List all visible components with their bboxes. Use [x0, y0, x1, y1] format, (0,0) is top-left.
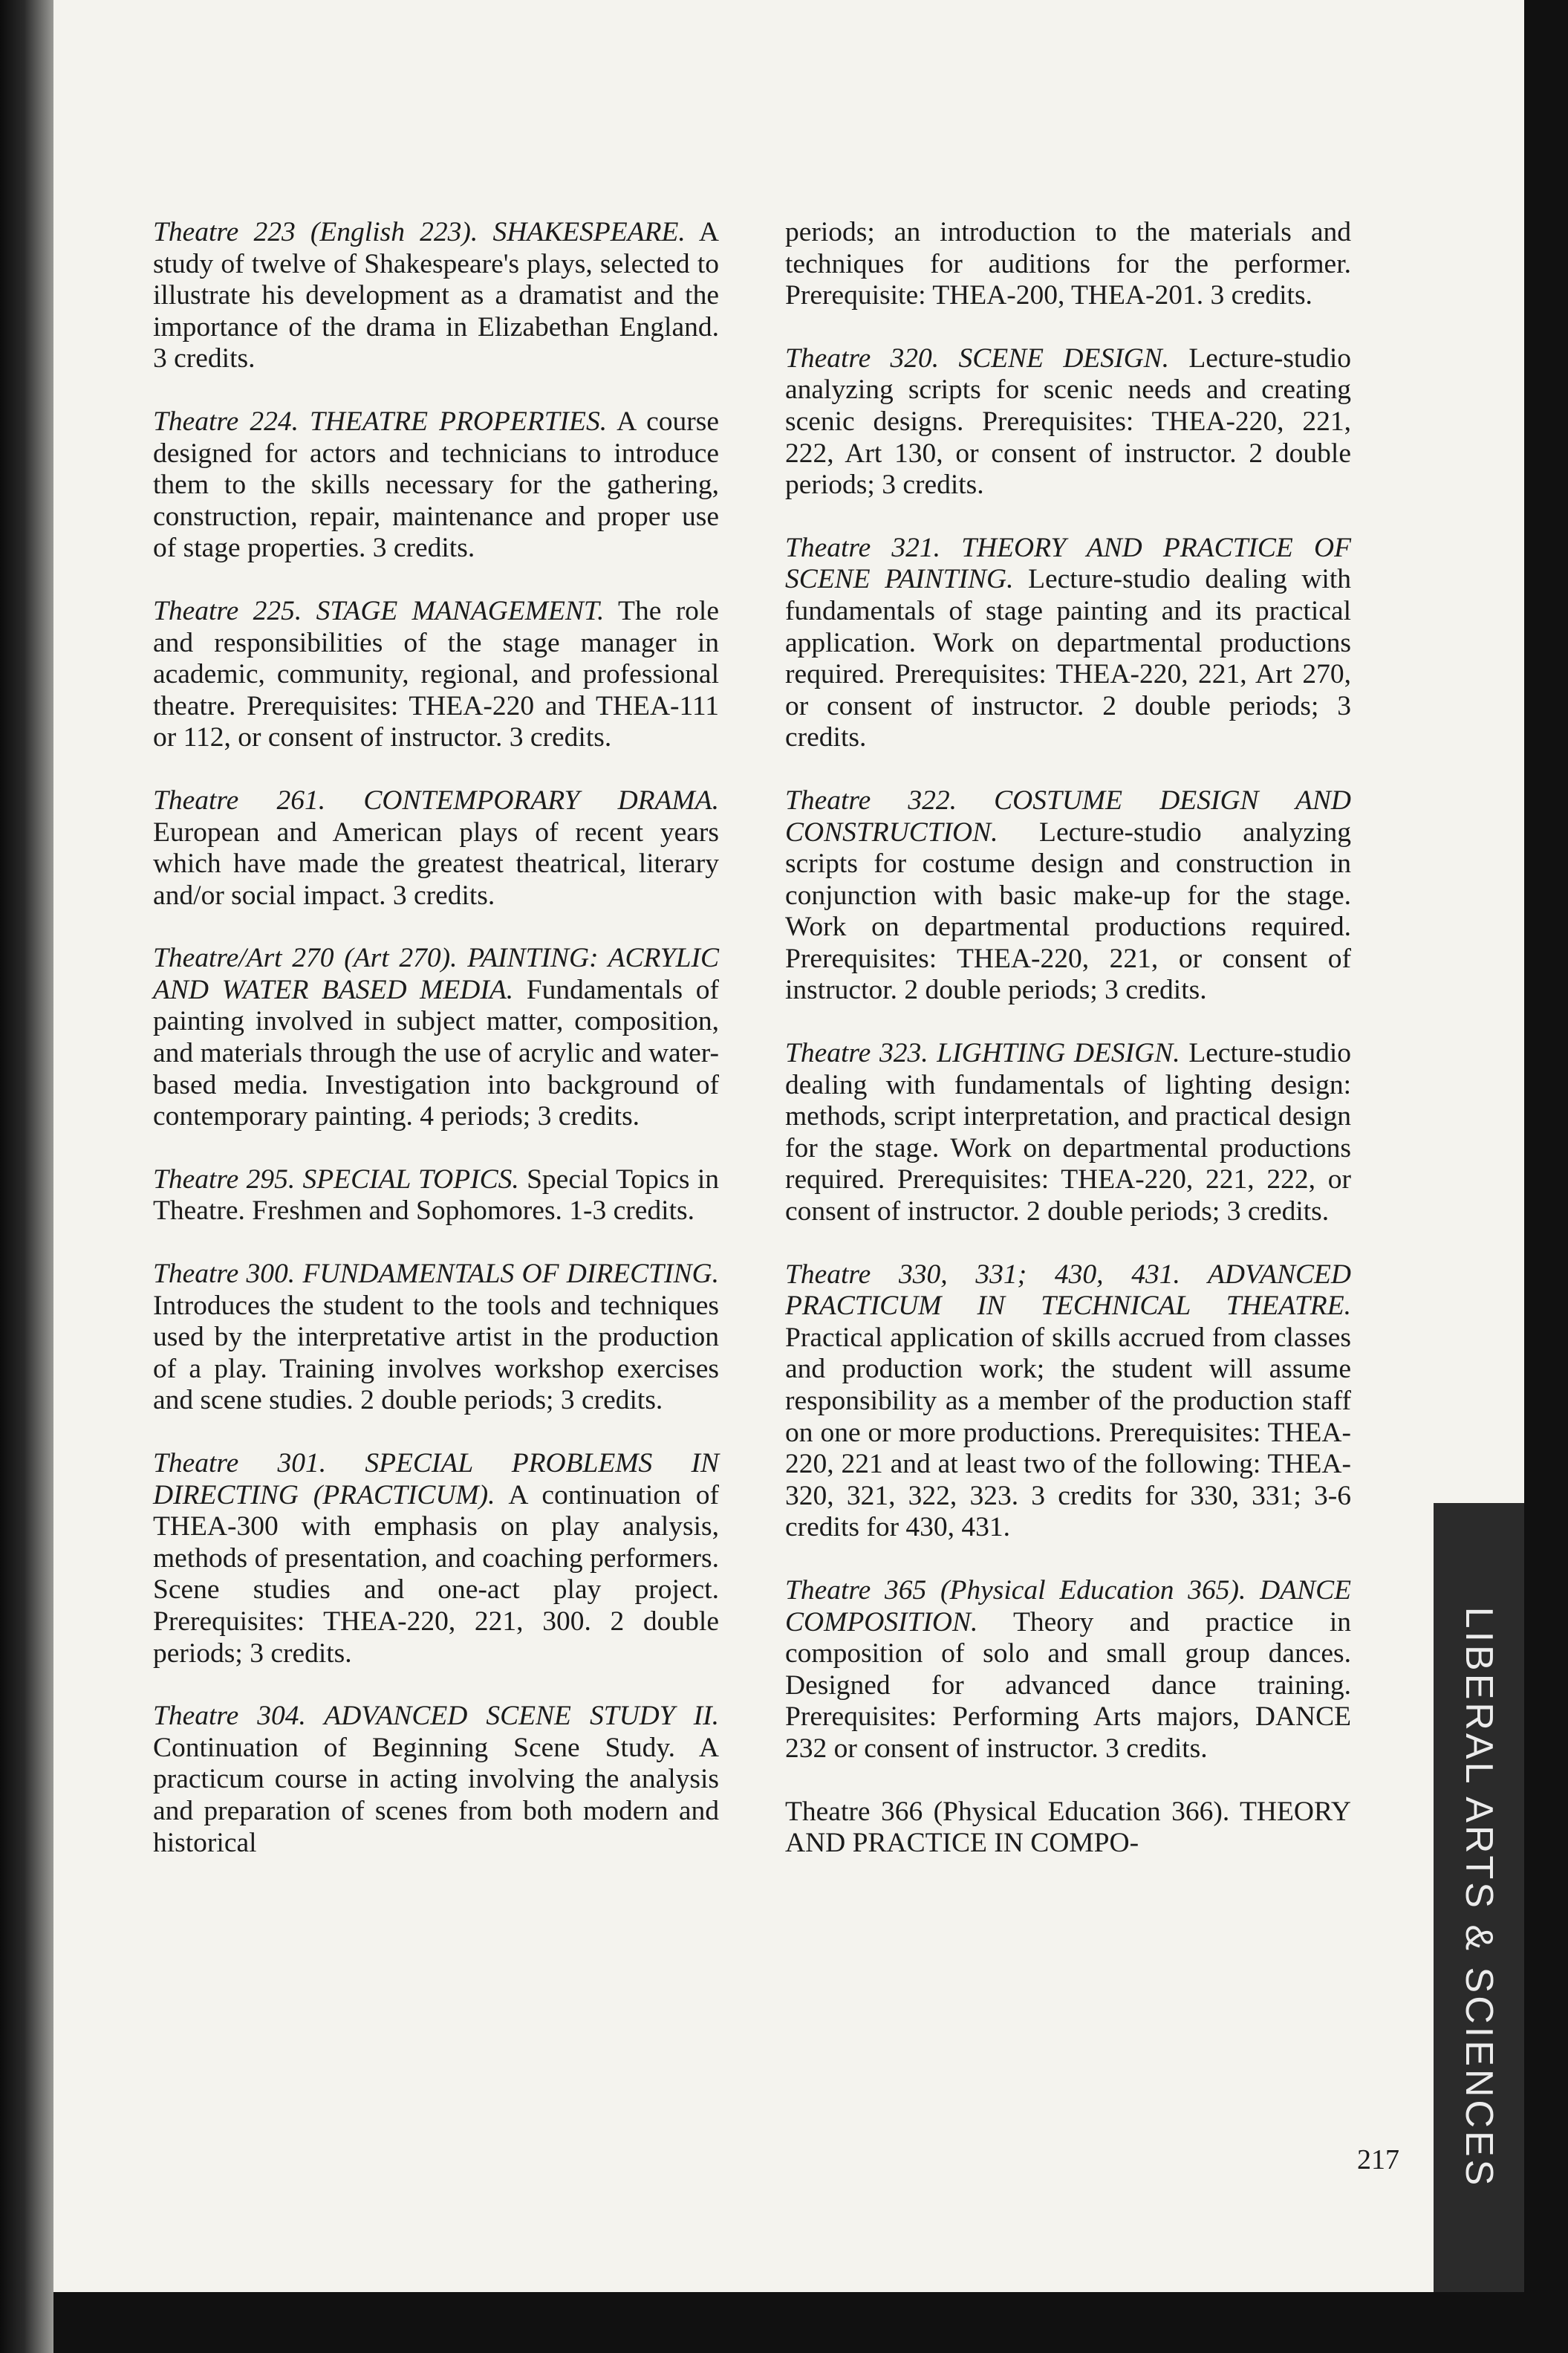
book-gutter-shadow	[0, 0, 53, 2353]
course-title: Theatre 330, 331; 430, 431. ADVANCED PRACTICUM IN TECHNICAL THEATRE.	[785, 1259, 1351, 1322]
course-entry	[153, 406, 719, 565]
course-title: Theatre 224. THEATRE PROPERTIES.	[153, 406, 608, 437]
course-description: Fundamentals of painting involved in subject matter, composition, and materials through the use of acrylic and water-based media. Investigation into background of contemporary painting. 4 periods; 3 credits.	[153, 974, 719, 1132]
course-title: Theatre 301. SPECIAL PROBLEMS IN DIRECTING (PRACTICUM).	[153, 1448, 719, 1510]
catalog-page	[53, 0, 1524, 2292]
course-entry	[785, 1575, 1351, 1765]
course-title: Theatre 365 (Physical Education 365). DANCE COMPOSITION.	[785, 1574, 1351, 1638]
course-description: Lecture-studio dealing with fundamentals of stage painting and its practical application. Work on departmental productions required. Prerequisites: THEA-220, 221, Art 270, or consent of instructor. 2 double periods; 3 credits.	[785, 564, 1351, 753]
course-description: Lecture-studio analyzing scripts for scenic needs and creating scenic designs. Prerequisites: THEA-220, 221, 222, Art 130, or consent of instructor. 2 double periods; 3 credits.	[785, 343, 1352, 501]
course-title: Theatre/Art 270 (Art 270). PAINTING: ACRYLIC AND WATER BASED MEDIA.	[153, 943, 719, 1005]
course-description: periods; an introduction to the materials and techniques for auditions for the performer. Prerequisite: THEA-200, THEA-201. 3 credits.	[785, 217, 1351, 311]
course-entry	[785, 1259, 1351, 1544]
course-entry	[153, 1164, 719, 1227]
right-column	[785, 217, 1351, 1891]
course-description: Introduces the student to the tools and techniques used by the interpretative artist in the production of a play. Training involves workshop exercises and scene studies. 2 double periods; 3 credits.	[153, 1290, 719, 1416]
course-entry-continued	[785, 217, 1351, 312]
course-title: Theatre 304. ADVANCED SCENE STUDY II.	[153, 1701, 719, 1732]
course-title: Theatre 323. LIGHTING DESIGN.	[785, 1038, 1180, 1069]
course-title: Theatre 261. CONTEMPORARY DRAMA.	[153, 785, 719, 816]
course-entry	[153, 1701, 719, 1859]
course-description: The role and responsibilities of the stage manager in academic, community, regional, and professional theatre. Prerequisites: THEA-220 and THEA-111 or 112, or consent of instructor. 3 credits.	[153, 595, 719, 753]
course-entry-start	[785, 1797, 1351, 1860]
course-entry	[153, 943, 719, 1133]
section-thumb-tab	[1434, 1503, 1524, 2292]
course-title: Theatre 322. COSTUME DESIGN AND CONSTRUCTION.	[785, 785, 1351, 848]
course-description: A continuation of THEA-300 with emphasis on play analysis, methods of presentation, and coaching performers. Scene studies and one-act play project. Prerequisites: THEA-220, 221, 300. 2 double periods; 3 credits.	[153, 1479, 719, 1669]
course-title: Theatre 320. SCENE DESIGN.	[785, 343, 1170, 374]
course-entry	[153, 217, 719, 375]
course-description: Practical application of skills accrued from classes and production work; the student will assume responsibility as a member of the production staff on one or more productions. Prerequisites: THEA-220, 221 and at least two of the following: THEA-320, 321, 322, 323. 3 credits for 330, 331; 3-6 credits for 430, 431.	[785, 1322, 1351, 1543]
course-entry	[153, 1448, 719, 1669]
course-description: A study of twelve of Shakespeare's plays, selected to illustrate his development as a dramatist and the importance of the drama in Elizabethan England. 3 credits.	[153, 217, 719, 374]
course-title: Theatre 300. FUNDAMENTALS OF DIRECTING.	[153, 1259, 719, 1290]
course-description: Theory and practice in composition of solo and small group dances. Designed for advanced dance training. Prerequisites: Performing Arts majors, DANCE 232 or consent of instructor. 3 credits.	[785, 1606, 1351, 1764]
course-entry	[153, 1259, 719, 1417]
course-entry	[153, 596, 719, 754]
course-title: Theatre 223 (English 223). SHAKESPEARE.	[153, 217, 686, 247]
course-title: Theatre 321. THEORY AND PRACTICE OF SCENE PAINTING.	[785, 532, 1351, 595]
course-description: Theatre 366 (Physical Education 366). THEORY AND PRACTICE IN COMPO-	[785, 1796, 1351, 1859]
course-description: Special Topics in Theatre. Freshmen and Sophomores. 1-3 credits.	[153, 1163, 720, 1227]
course-entry	[153, 785, 719, 912]
course-entry	[785, 1038, 1351, 1228]
course-title: Theatre 225. STAGE MANAGEMENT.	[153, 595, 605, 626]
course-entry	[785, 533, 1351, 754]
course-description: Lecture-studio analyzing scripts for costume design and construction in conjunction with basic make-up for the stage. Work on departmental productions required. Prerequisites: THEA-220, 221, or consent of instructor. 2 double periods; 3 credits.	[785, 817, 1351, 1006]
course-entry	[785, 785, 1351, 1007]
course-description: A course designed for actors and technicians to introduce them to the skills necessary for the gathering, construction, repair, maintenance and proper use of stage properties. 3 credits.	[153, 406, 719, 564]
page-number: 217	[1357, 2144, 1399, 2175]
course-entry	[785, 343, 1351, 502]
course-description: European and American plays of recent years which have made the greatest theatrical, literary and/or social impact. 3 credits.	[153, 817, 719, 911]
course-title: Theatre 295. SPECIAL TOPICS.	[153, 1163, 519, 1195]
course-description: Continuation of Beginning Scene Study. A practicum course in acting involving the analysis and preparation of scenes from both modern and historical	[153, 1732, 719, 1858]
section-tab-label: LIBERAL ARTS & SCIENCES	[1457, 1606, 1500, 2189]
course-description: Lecture-studio dealing with fundamentals of lighting design: methods, script interpretation, and practical design for the stage. Work on departmental productions required. Prerequisites: THEA-220, 221, 222, or consent of instructor. 2 double periods; 3 credits.	[785, 1038, 1351, 1227]
left-column	[153, 217, 719, 1890]
